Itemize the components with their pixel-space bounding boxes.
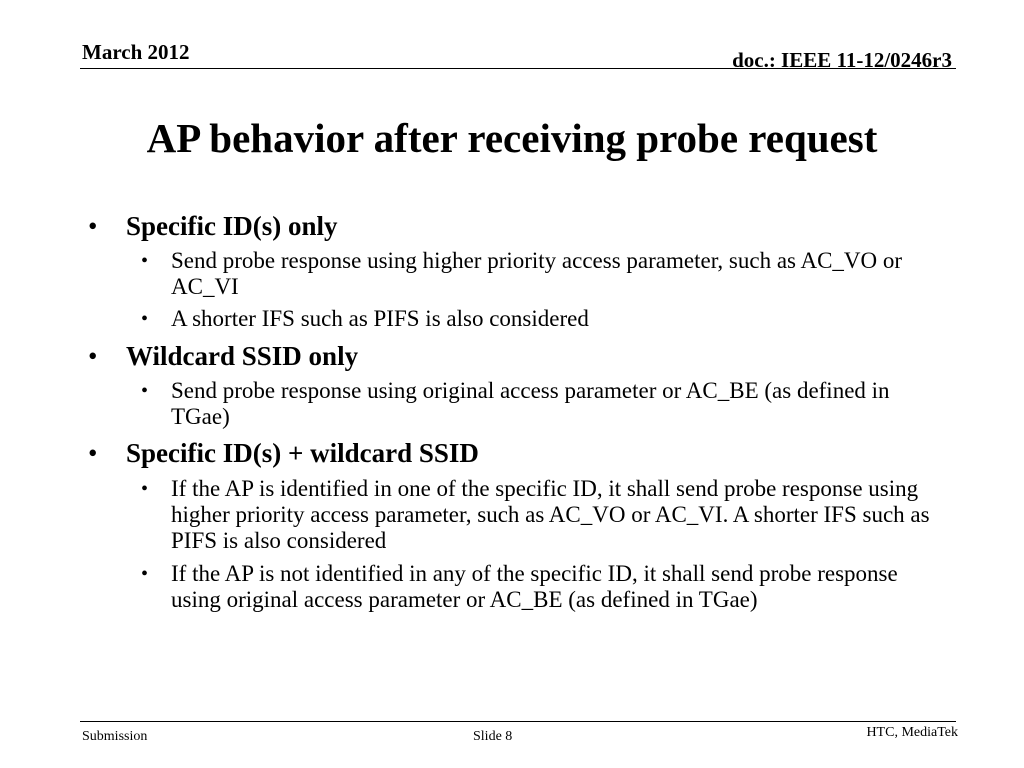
- bullet-item-specific-id-only: [88, 210, 946, 242]
- footer-submission: Submission: [82, 729, 148, 744]
- header-date: March 2012: [82, 40, 190, 64]
- sub-bullet-item: [141, 561, 951, 613]
- bullet-dot-icon: •: [141, 478, 149, 500]
- footer-slide-number: Slide 8: [473, 729, 513, 744]
- bullet-dot-icon: •: [141, 250, 149, 272]
- sub-bullet-item: [141, 476, 951, 554]
- bullet-dot-icon: •: [88, 438, 98, 468]
- footer-authors: HTC, MediaTek: [866, 725, 958, 740]
- bullet-dot-icon: •: [141, 563, 149, 585]
- bullet-heading: Specific ID(s) + wildcard SSID: [126, 438, 479, 468]
- sub-bullet-text: If the AP is not identified in any of the specific ID, it shall send probe response using original access parameter or AC_BE (as defined in TGae): [171, 561, 898, 612]
- bullet-dot-icon: •: [88, 341, 98, 371]
- bullet-item-wildcard-ssid-only: [88, 340, 946, 372]
- bullet-dot-icon: •: [141, 380, 149, 402]
- sub-bullet-text: Send probe response using original access parameter or AC_BE (as defined in TGae): [171, 378, 890, 429]
- slide-title: AP behavior after receiving probe request: [146, 115, 878, 161]
- sub-bullet-text: If the AP is identified in one of the specific ID, it shall send probe response using higher priority access parameter, such as AC_VO or AC_VI. A shorter IFS such as PIFS is also considered: [171, 476, 930, 553]
- sub-bullet-text: Send probe response using higher priority access parameter, such as AC_VO or AC_VI: [171, 248, 903, 299]
- bullet-item-specific-id-plus-wildcard: [88, 437, 946, 469]
- sub-bullet-item: [141, 248, 951, 300]
- footer-rule: [80, 721, 956, 722]
- header-doc-id: doc.: IEEE 11-12/0246r3: [732, 48, 952, 72]
- sub-bullet-text: A shorter IFS such as PIFS is also considered: [171, 306, 589, 331]
- bullet-dot-icon: •: [141, 308, 149, 330]
- sub-bullet-item: [141, 378, 951, 430]
- bullet-heading: Wildcard SSID only: [126, 341, 359, 371]
- bullet-heading: Specific ID(s) only: [126, 211, 338, 241]
- bullet-dot-icon: •: [88, 211, 98, 241]
- sub-bullet-item: [141, 306, 951, 332]
